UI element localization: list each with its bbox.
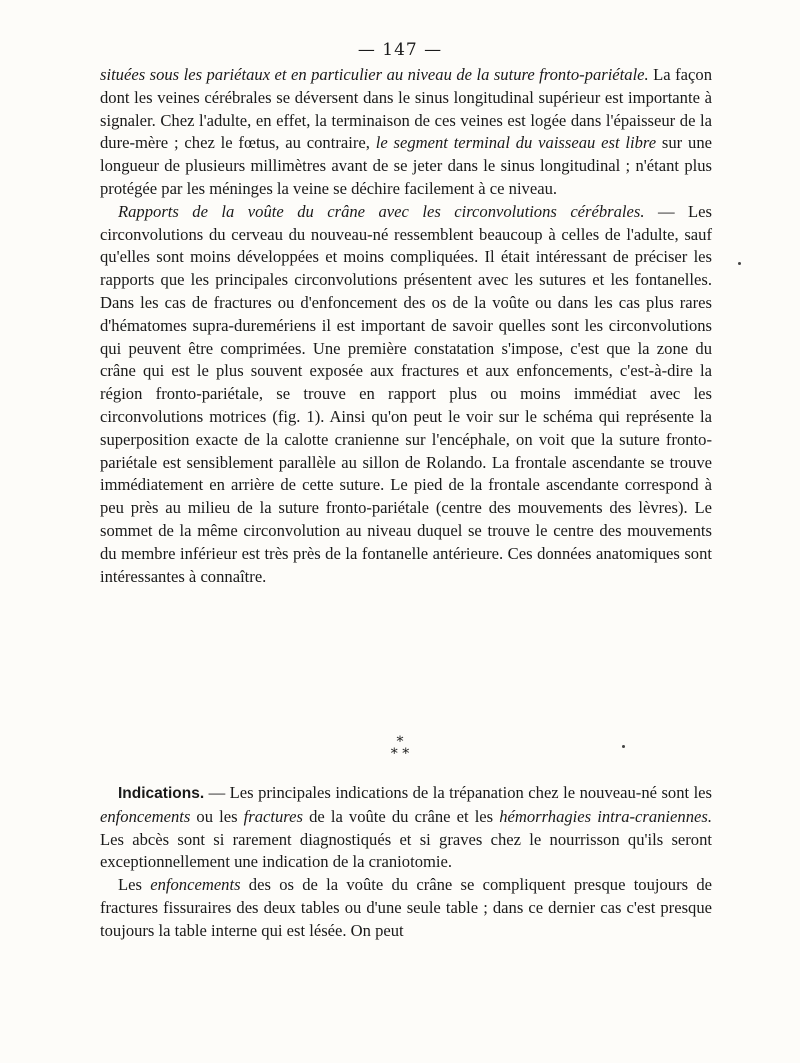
paragraph-indications bbox=[100, 782, 712, 874]
print-speck bbox=[738, 262, 741, 265]
body-text-lower bbox=[100, 782, 712, 943]
paragraph-text: Les bbox=[118, 875, 151, 895]
paragraph-text: La façon dont les veines cérébrales se déversent dans le sinus longitudinal supérieur est importante à signaler. Chez l'adulte, en effet, la terminaison de ces veines est logée dans l'épaisseur de la dure-mère ; chez le fœtus, au contraire, bbox=[100, 65, 712, 153]
italic-enfoncements: enfoncements bbox=[100, 806, 191, 826]
asterism-separator bbox=[0, 736, 800, 760]
italic-section-title: Rapports de la voûte du crâne avec les circonvolutions cérébrales. bbox=[118, 201, 645, 221]
paragraph-text: ou les bbox=[190, 806, 244, 826]
paragraph-rapports bbox=[100, 201, 712, 589]
asterism-top: * bbox=[396, 734, 404, 750]
page-number: — 147 — bbox=[357, 40, 443, 60]
body-text-upper bbox=[100, 64, 712, 588]
paragraph-text: — Les circonvolutions du cerveau du nouveau-né ressemblent beaucoup à celles de l'adulte, sauf qu'elles sont moins développées et moins compliquées. Il était intéressant de préciser les rapports que les principales circonvolutions présentent avec les sutures et les fontanelles. Dans les cas de fractures ou d'enfoncement des os de la voûte ou dans les cas plus rares d'hématomes supra-duremériens il est important de savoir quelles sont les circonvolutions qui peuvent être comprimées. Une première constatation s'impose, c'est que la zone du crâne qui est le plus souvent exposée aux fractures et aux enfoncements, c'est-à-dire la région fronto-pariétale, se trouve en rapport plus ou moins immédiat avec les circonvolutions motrices (fig. 1). Ainsi qu'on peut le voir sur le schéma qui représente la superposition exacte de la calotte cranienne sur l'encéphale, on voit que la suture fronto-pariétale est sensiblement parallèle au sillon de Rolando. La frontale ascendante se trouve immédiatement en arrière de cette suture. Le pied de la frontale ascendante correspond à peu près au milieu de la suture fronto-pariétale (centre des mouvements des lèvres). Le sommet de la même circonvolution au niveau duquel se trouve le centre des mouvements du membre inférieur est très près de la fontanelle antérieure. Ces données anatomiques sont intéressantes à connaître. bbox=[100, 201, 712, 586]
section-heading-indications: Indications. bbox=[118, 785, 205, 802]
paragraph-text: sur une longueur de plusieurs millimètres avant de se jeter dans le sinus longitudinal ; n'étant plus protégée par les méninges la veine se déchire facilement à ce niveau. bbox=[100, 133, 712, 198]
paragraph-text: de la voûte du crâne et les bbox=[302, 806, 500, 826]
paragraph-text: des os de la voûte du crâne se compliquent presque toujours de fractures fissuraires des deux tables ou d'une seule table ; dans ce dernier cas c'est presque toujours la table interne qui est lésée. On peut bbox=[100, 875, 713, 940]
paragraph-text: Les abcès sont si rarement diagnostiqués et si graves chez le nourrisson qu'ils seront exceptionnellement une indication de la craniotomie. bbox=[100, 829, 712, 872]
paragraph-veins bbox=[100, 64, 712, 201]
italic-hemorrhagies: hémorrhagies intra-craniennes. bbox=[499, 806, 712, 826]
italic-lead-sutures: situées sous les pariétaux et en particulier au niveau de la suture fronto-pariétale. bbox=[100, 65, 649, 84]
paragraph-enfoncements bbox=[100, 874, 712, 942]
italic-fractures: fractures bbox=[243, 806, 303, 826]
paragraph-text: — Les principales indications de la trépanation chez le nouveau-né sont les bbox=[204, 783, 712, 802]
asterism-bottom: * * bbox=[390, 746, 410, 762]
italic-enfoncements-2: enfoncements bbox=[150, 875, 241, 895]
italic-segment-terminal: le segment terminal du vaisseau est libre bbox=[375, 133, 657, 153]
print-speck bbox=[622, 745, 625, 748]
